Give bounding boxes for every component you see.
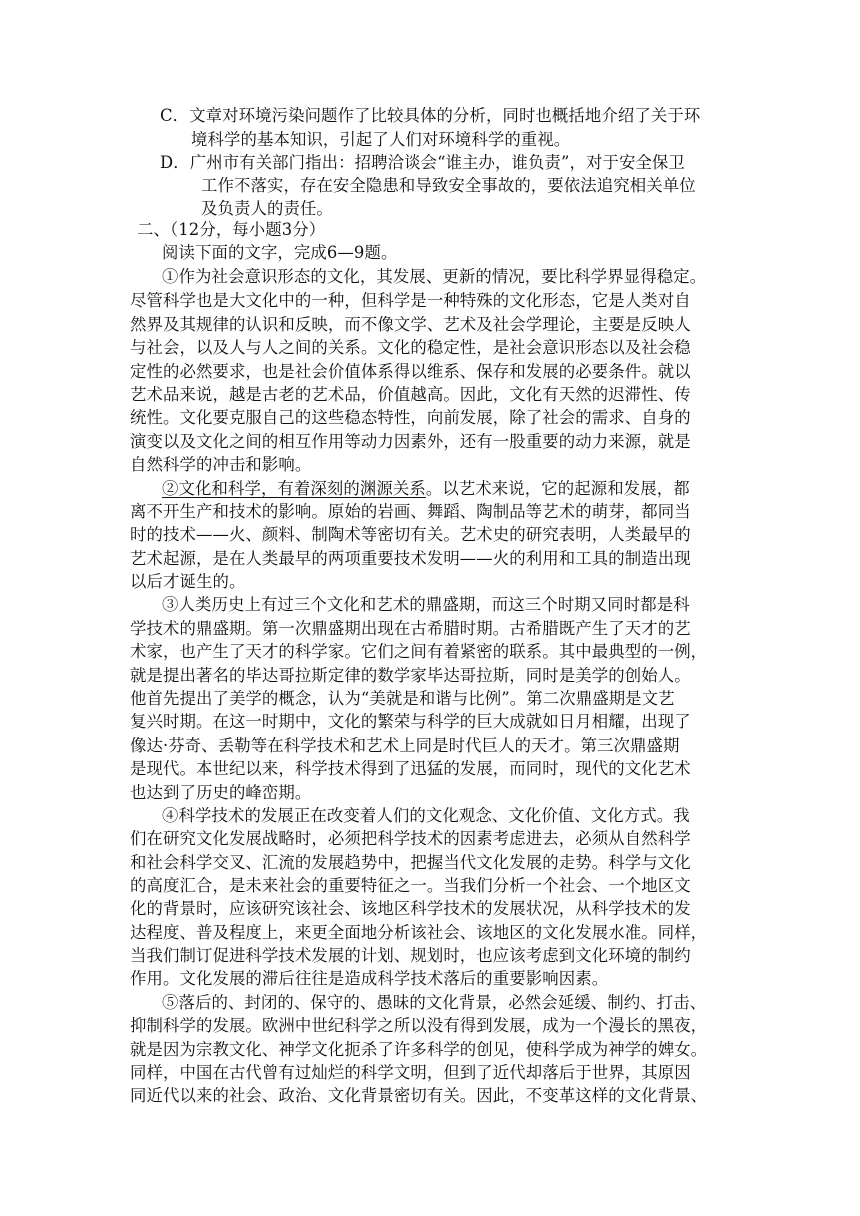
p1-line: 统性。文化要克服自己的这些稳态特性，向前发展，除了社会的需求、自身的 [130,408,691,427]
section-instruction: 阅读下面的文字，完成6—9题。 [162,243,398,262]
option-c-line-2: 境科学的基本知识，引起了人们对环境科学的重视。 [191,130,571,149]
p5-line: 同样，中国在古代曾有过灿烂的科学文明，但到了近代却落后于世界，其原因 [130,1063,691,1082]
p4-line: 当我们制订促进科学技术发展的计划、规划时，也应该考虑到文化环境的制约 [130,946,691,965]
section-heading: 二、（12分，每小题3分） [137,220,326,239]
p3-line: 复兴时期。在这一时期中，文化的繁荣与科学的巨大成就如日月相耀，出现了 [130,712,691,731]
p3-line: ③人类历史上有过三个文化和艺术的鼎盛期，而这三个时期又同时都是科 [162,595,690,614]
p2-line: 时的技术——火、颜料、制陶术等密切有关。艺术史的研究表明，人类最早的 [130,525,691,544]
option-c-line-1: C．文章对环境污染问题作了比较具体的分析，同时也概括地介绍了关于环 [160,106,701,125]
p4-line: 的高度汇合，是未来社会的重要特征之一。当我们分析一个社会、一个地区文 [130,876,691,895]
p5-line: 抑制科学的发展。欧洲中世纪科学之所以没有得到发展，成为一个漫长的黑夜， [130,1016,708,1035]
p4-line: 们在研究文化发展战略时，必须把科学技术的因素考虑进去，必须从自然科学 [130,829,691,848]
p3-line: 就是提出著名的毕达哥拉斯定律的数学家毕达哥拉斯，同时是美学的创始人。 [130,666,691,685]
option-d-line-3: 及负责人的责任。 [201,199,333,218]
p2-first-line [162,477,690,500]
p4-line: 和社会科学交叉、汇流的发展趋势中，把握当代文化发展的走势。科学与文化 [130,853,691,872]
p1-line: 定性的必然要求，也是社会价值体系得以维系、保存和发展的必要条件。就以 [130,362,691,381]
p3-line: 他首先提出了美学的概念，认为“美就是和谐与比例”。第二次鼎盛期是文艺 [130,689,675,708]
p3-line: 是现代。本世纪以来，科学技术得到了迅猛的发展，而同时，现代的文化艺术 [130,759,691,778]
p4-line: 化的背景时，应该研究该社会、该地区科学技术的发展状况，从科学技术的发 [130,899,691,918]
p1-line: 演变以及文化之间的相互作用等动力因素外，还有一股重要的动力来源，就是 [130,432,691,451]
p4-line: 达程度、普及程度上，来更全面地分析该社会、该地区的文化发展水准。同样， [130,923,708,942]
p2-line: 艺术起源，是在人类最早的两项重要技术发明——火的利用和工具的制造出现 [130,549,691,568]
p2-line: 以后才诞生的。 [130,572,246,591]
p5-line: 同近代以来的社会、政治、文化背景密切有关。因此，不变革这样的文化背景、 [130,1086,708,1105]
p1-line: 自然科学的冲击和影响。 [130,455,312,474]
p3-line: 也达到了历史的峰峦期。 [130,783,312,802]
p1-line: 然界及其规律的认识和反映，而不像文学、艺术及社会学理论，主要是反映人 [130,315,691,334]
p5-line: 就是因为宗教文化、神学文化扼杀了许多科学的创见，使科学成为神学的婢女。 [130,1040,708,1059]
p2-line: 离不开生产和技术的影响。原始的岩画、舞蹈、陶制品等艺术的萌芽，都同当 [130,502,691,521]
p4-line: 作用。文化发展的滞后往往是造成科学技术落后的重要影响因素。 [130,969,609,988]
p3-line: 学技术的鼎盛期。第一次鼎盛期出现在古希腊时期。古希腊既产生了天才的艺 [130,619,691,638]
p1-line: ①作为社会意识形态的文化，其发展、更新的情况，要比科学界显得稳定。 [162,267,707,286]
p3-line: 像达·芬奇、丢勒等在科学技术和艺术上同是时代巨人的天才。第三次鼎盛期 [130,736,680,755]
p3-line: 术家，也产生了天才的科学家。它们之间有着紧密的联系。其中最典型的一例， [130,642,708,661]
p1-line: 尽管科学也是大文化中的一种，但科学是一种特殊的文化形态，它是人类对自 [130,291,691,310]
option-d-line-2: 工作不落实，存在安全隐患和导致安全事故的，要依法追究相关单位 [201,176,696,195]
option-d-line-1: D．广州市有关部门指出：招聘洽谈会“谁主办，谁负责”，对于安全保卫 [160,153,685,172]
p1-line: 艺术品来说，越是古老的艺术品，价值越高。因此，文化有天然的迟滞性、传 [130,385,691,404]
p4-line: ④科学技术的发展正在改变着人们的文化观念、文化价值、文化方式。我 [162,806,690,825]
underlined-phrase: ②文化和科学，有着深刻的渊源关系 [162,479,426,498]
p2-first-rest: 。以艺术来说，它的起源和发展，都 [425,479,690,498]
p1-line: 与社会，以及人与人之间的关系。文化的稳定性，是社会意识形态以及社会稳 [130,338,691,357]
p5-line: ⑤落后的、封闭的、保守的、愚昧的文化背景，必然会延缓、制约、打击、 [162,993,707,1012]
